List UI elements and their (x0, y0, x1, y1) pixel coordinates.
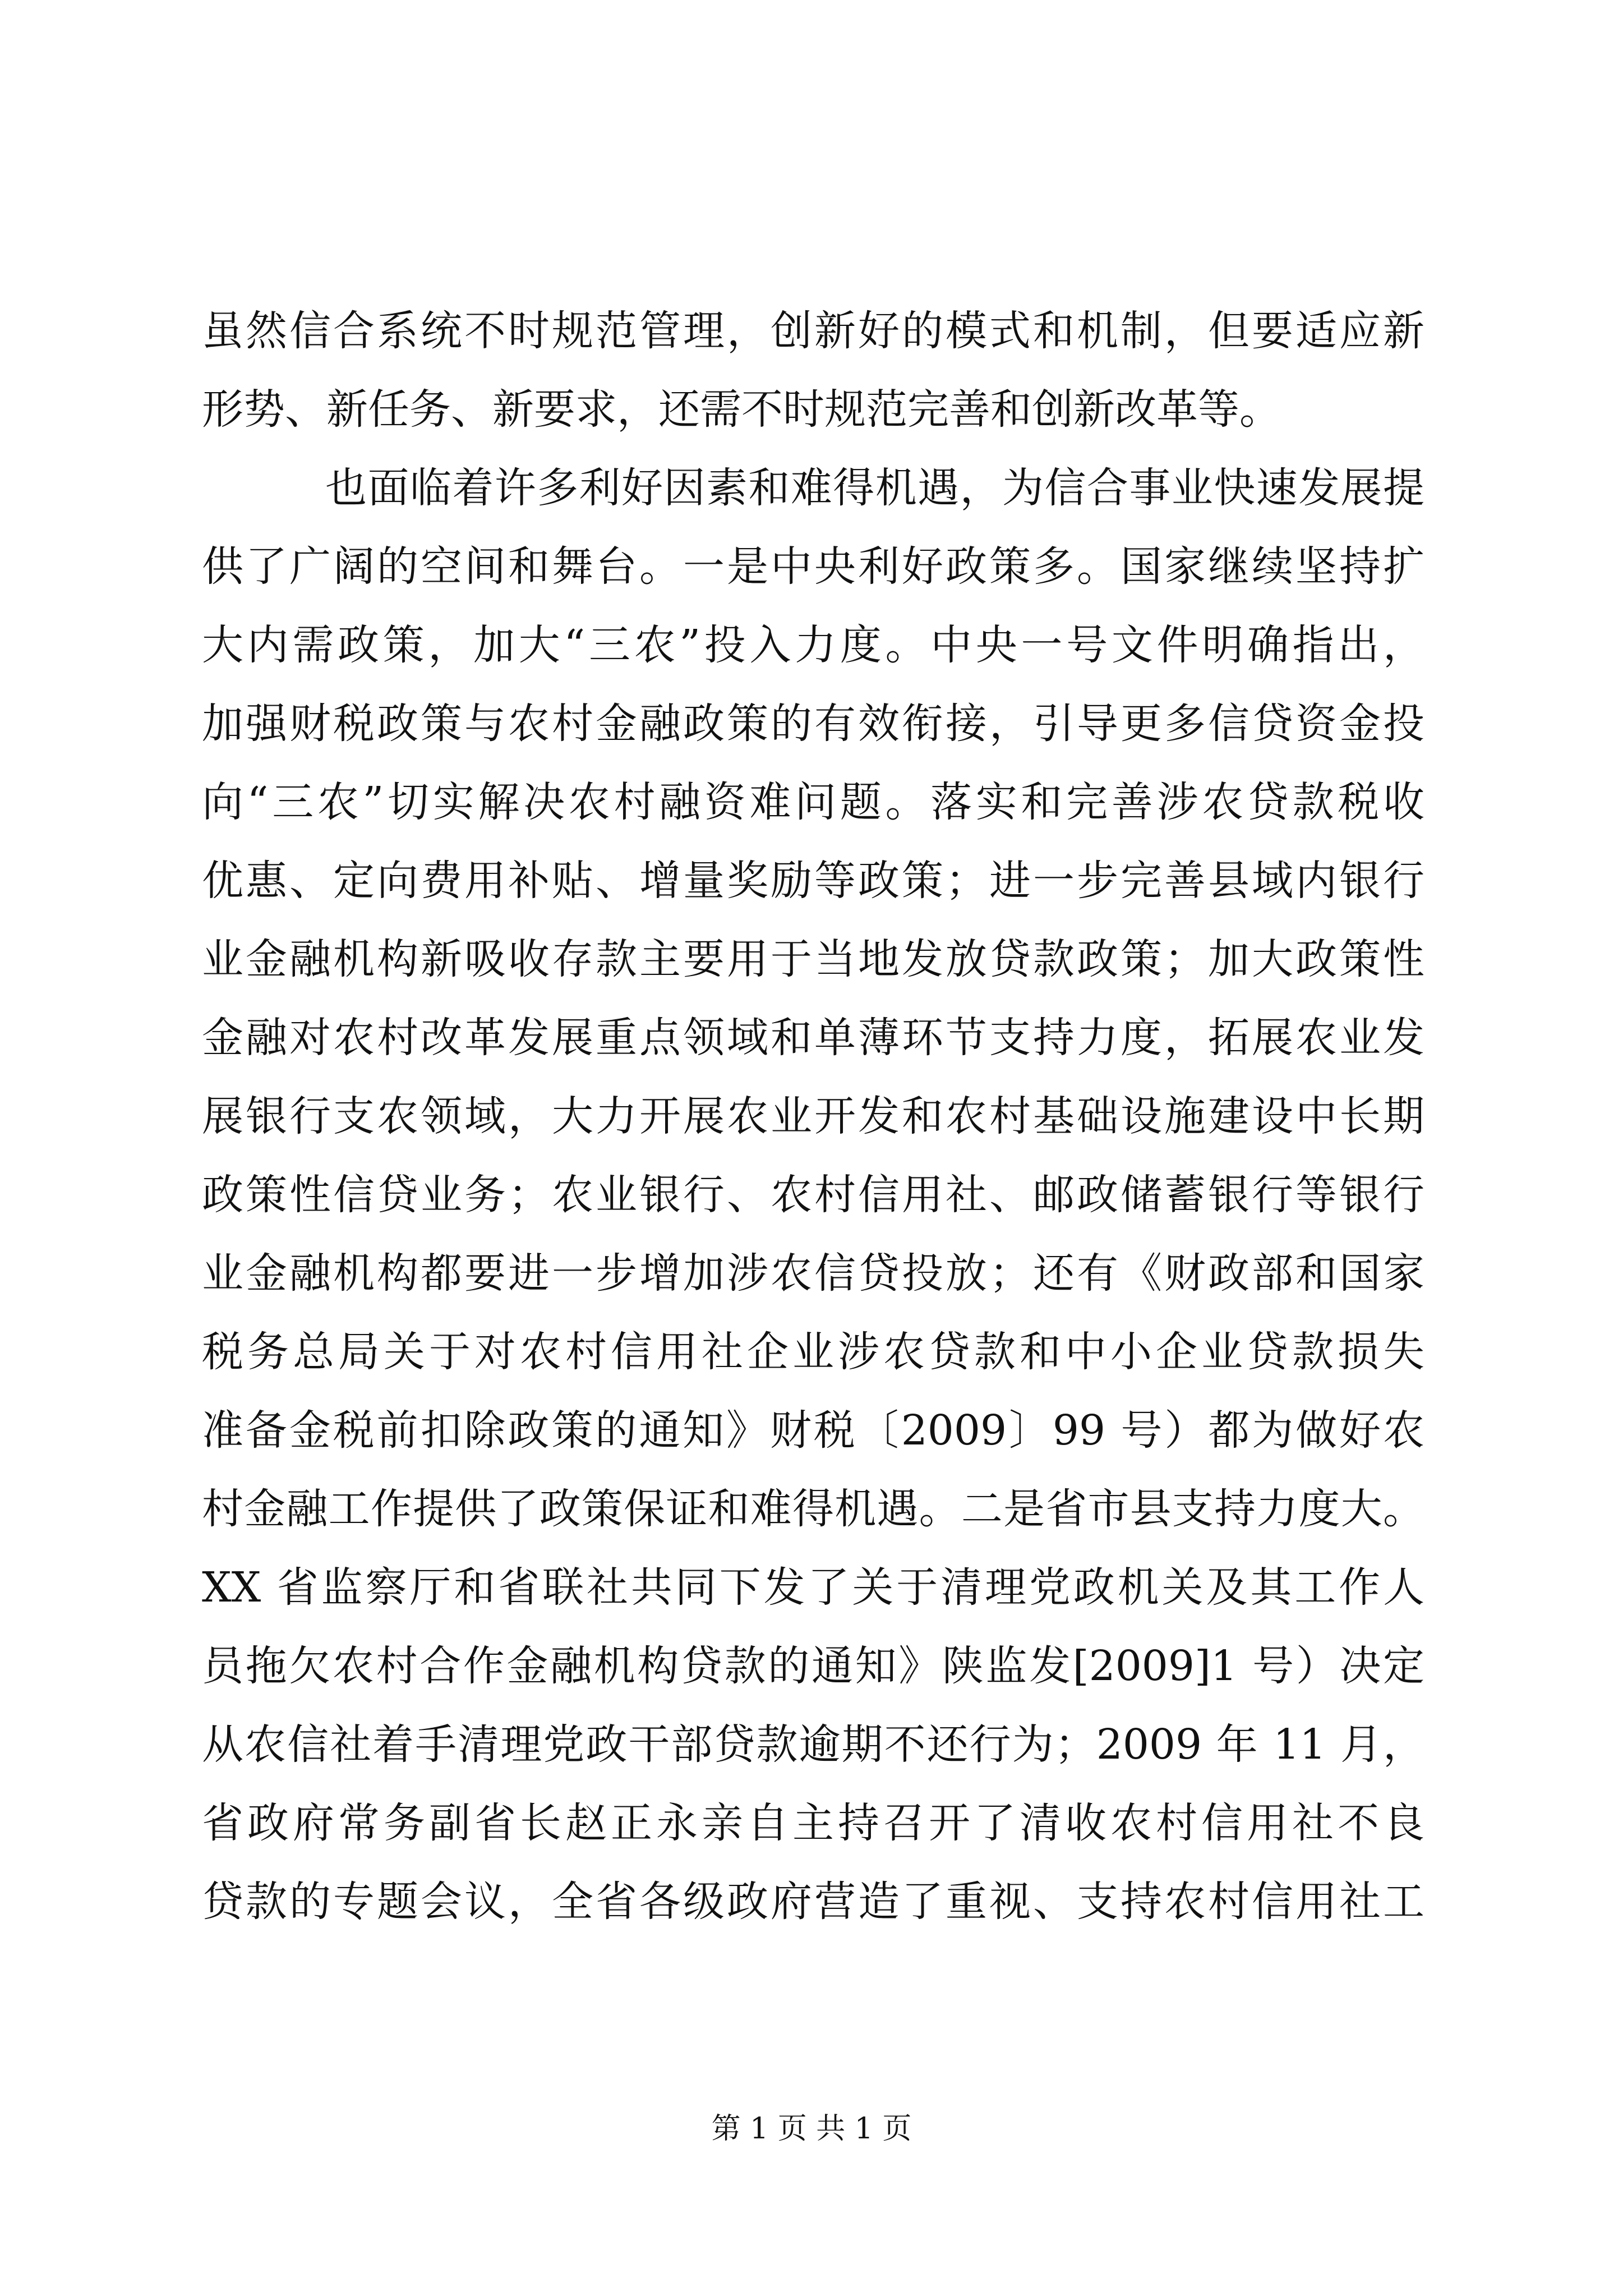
text-line: 向“三农”切实解决农村融资难问题。落实和完善涉农贷款税收 (202, 778, 1424, 826)
text-line: 大内需政策，加大“三农”投入力度。中央一号文件明确指出， (202, 621, 1424, 669)
text-line: 村金融工作提供了政策保证和难得机遇。二是省市县支持力度大。 (202, 1485, 1424, 1533)
text-line: 政策性信贷业务；农业银行、农村信用社、邮政储蓄银行等银行 (202, 1171, 1424, 1219)
text-line: XX 省监察厅和省联社共同下发了关于清理党政机关及其工作人 (202, 1563, 1424, 1612)
text-line: 员拖欠农村合作金融机构贷款的通知》陕监发[2009]1 号）决定 (202, 1642, 1424, 1690)
page-footer (0, 2109, 1623, 2148)
text-line: 优惠、定向费用补贴、增量奖励等政策；进一步完善县域内银行 (202, 857, 1424, 905)
page-number-label: 第 1 页 共 1 页 (711, 2112, 912, 2146)
text-line: 业金融机构新吸收存款主要用于当地发放贷款政策；加大政策性 (202, 935, 1424, 983)
text-line: 从农信社着手清理党政干部贷款逾期不还行为；2009 年 11 月， (202, 1720, 1424, 1769)
text-line: 形势、新任务、新要求，还需不时规范完善和创新改革等。 (202, 385, 1281, 434)
document-body (202, 292, 1424, 1941)
text-line: 贷款的专题会议，全省各级政府营造了重视、支持农村信用社工 (202, 1878, 1424, 1926)
text-line: 省政府常务副省长赵正永亲自主持召开了清收农村信用社不良 (202, 1799, 1424, 1847)
text-line: 虽然信合系统不时规范管理，创新好的模式和机制，但要适应新 (202, 307, 1424, 355)
text-line: 也面临着许多利好因素和难得机遇，为信合事业快速发展提 (325, 464, 1424, 512)
text-line: 金融对农村改革发展重点领域和单薄环节支持力度，拓展农业发 (202, 1014, 1424, 1062)
text-line: 展银行支农领域，大力开展农业开发和农村基础设施建设中长期 (202, 1092, 1424, 1140)
text-line: 加强财税政策与农村金融政策的有效衔接，引导更多信贷资金投 (202, 700, 1424, 748)
text-line: 供了广阔的空间和舞台。一是中央利好政策多。国家继续坚持扩 (202, 542, 1424, 591)
text-line: 税务总局关于对农村信用社企业涉农贷款和中小企业贷款损失 (202, 1328, 1424, 1376)
text-line: 业金融机构都要进一步增加涉农信贷投放；还有《财政部和国家 (202, 1249, 1424, 1297)
text-line: 准备金税前扣除政策的通知》财税〔2009〕99 号）都为做好农 (202, 1406, 1424, 1455)
